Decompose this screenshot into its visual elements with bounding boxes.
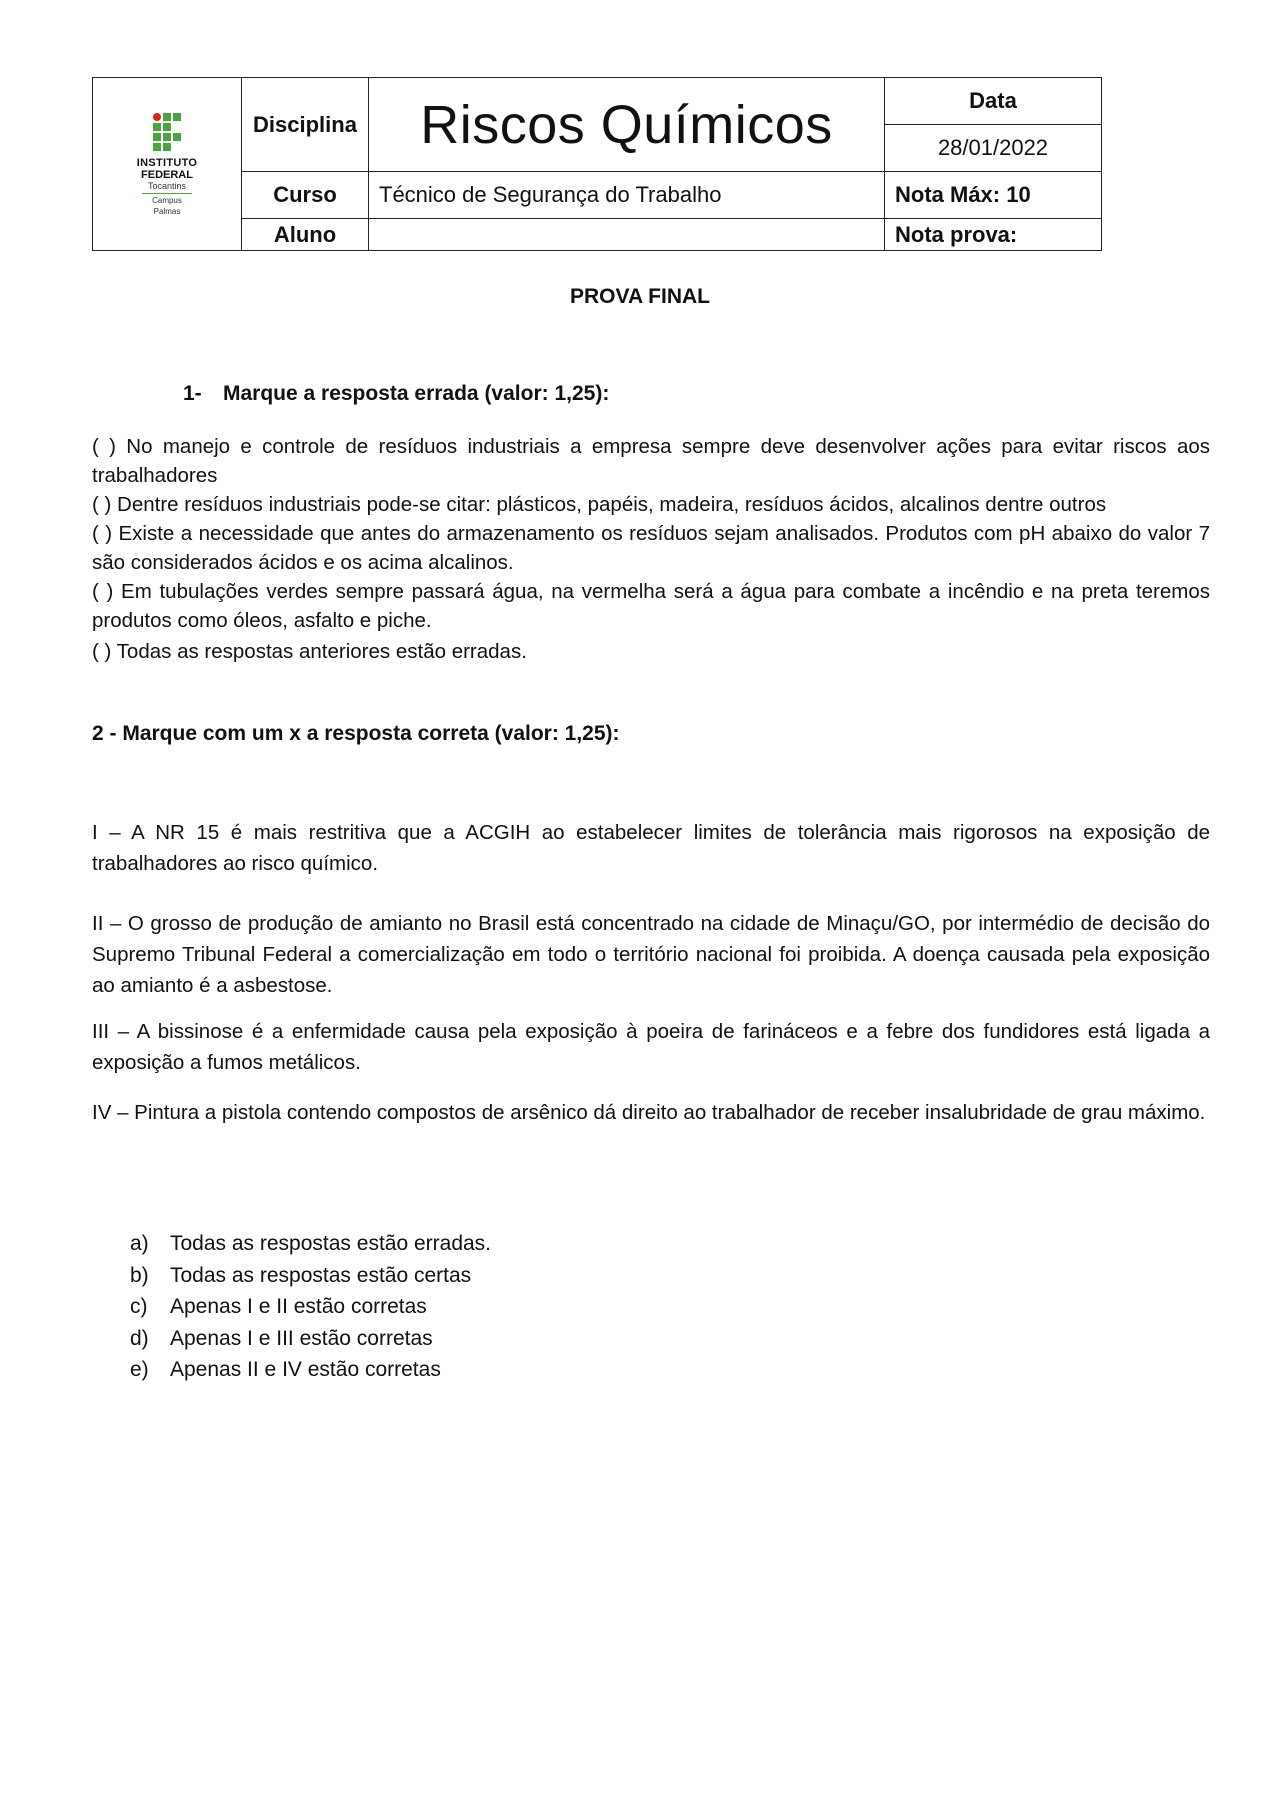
question1-option-1[interactable]: ( ) No manejo e controle de resíduos industriais a empresa sempre deve desenvolver ações para evitar riscos aos trabalhadores — [92, 435, 1210, 487]
student-label: Aluno — [242, 219, 369, 251]
question1-option-5[interactable]: ( ) Todas as respostas anteriores estão erradas. — [92, 640, 527, 663]
max-grade: Nota Máx: 10 — [885, 172, 1102, 219]
choice-key: a) — [130, 1232, 149, 1255]
header-table — [92, 77, 1102, 251]
statement-3: III – A bissinose é a enfermidade causa pela exposição à poeira de farináceos e a febre dos fundidores está ligada a exposição a fumos metálicos. — [92, 1020, 1210, 1074]
logo-line2: FEDERAL — [141, 168, 193, 181]
discipline-label: Disciplina — [242, 78, 369, 172]
logo-line1: INSTITUTO — [136, 156, 198, 169]
logo-cell — [93, 78, 242, 251]
choice-d[interactable] — [130, 1323, 491, 1355]
choice-text: Todas as respostas estão certas — [170, 1263, 472, 1287]
choice-text: Apenas I e II estão corretas — [170, 1295, 427, 1318]
course-value: Técnico de Segurança do Trabalho — [369, 172, 885, 219]
question1-title — [183, 382, 609, 406]
date-value: 28/01/2022 — [885, 125, 1102, 172]
statement-4: IV – Pintura a pistola contendo compostos de arsênico dá direito ao trabalhador de receber insalubridade de grau máximo. — [92, 1101, 1206, 1124]
discipline-title: Riscos Químicos — [369, 78, 885, 172]
choice-b[interactable] — [130, 1260, 491, 1292]
logo-line5: Palmas — [153, 206, 181, 216]
exam-grade: Nota prova: — [885, 219, 1102, 251]
question2-title: 2 - Marque com um x a resposta correta (valor: 1,25): — [92, 722, 620, 745]
question1-number: 1- — [183, 382, 202, 405]
page-title: PROVA FINAL — [570, 285, 710, 308]
choices-list — [130, 1228, 491, 1386]
statement-1: I – A NR 15 é mais restritiva que a ACGIH ao estabelecer limites de tolerância mais rigorosos na exposição de trabalhadores ao risco químico. — [92, 821, 1210, 875]
choice-text: Apenas I e III estão corretas — [170, 1326, 433, 1350]
choice-key: e) — [130, 1358, 149, 1381]
question1-text: Marque a resposta errada (valor: 1,25): — [223, 382, 610, 405]
logo-grid-icon — [153, 113, 181, 151]
date-label: Data — [885, 78, 1102, 125]
choice-text: Todas as respostas estão erradas. — [170, 1232, 492, 1255]
question1-option-2[interactable]: ( ) Dentre resíduos industriais pode-se citar: plásticos, papéis, madeira, resíduos ácidos, alcalinos dentre outros — [92, 493, 1107, 516]
statement-2: II – O grosso de produção de amianto no Brasil está concentrado na cidade de Minaçu/GO, por intermédio de decisão do Supremo Tribunal Federal a comercialização em todo o território nacional foi proibida. A doença causada pela exposição ao amianto é a asbestose. — [92, 912, 1210, 997]
student-name-field[interactable] — [369, 219, 885, 251]
choice-key: c) — [130, 1295, 148, 1318]
choice-c[interactable] — [130, 1291, 491, 1323]
choice-key: d) — [130, 1326, 149, 1350]
institute-logo — [93, 113, 241, 216]
logo-line4: Campus — [152, 195, 182, 205]
choice-text: Apenas II e IV estão corretas — [170, 1358, 441, 1381]
course-label: Curso — [242, 172, 369, 219]
choice-e[interactable] — [130, 1354, 491, 1386]
logo-line3: Tocantins — [142, 181, 192, 194]
question1-option-3[interactable]: ( ) Existe a necessidade que antes do armazenamento os resíduos sejam analisados. Produtos com pH abaixo do valor 7 são considerados ácidos e os acima alcalinos. — [92, 522, 1210, 574]
choice-a[interactable] — [130, 1228, 491, 1260]
question1-option-4[interactable]: ( ) Em tubulações verdes sempre passará água, na vermelha será a água para combate a incêndio e na preta teremos produtos como óleos, asfalto e piche. — [92, 580, 1210, 632]
choice-key: b) — [130, 1263, 149, 1287]
